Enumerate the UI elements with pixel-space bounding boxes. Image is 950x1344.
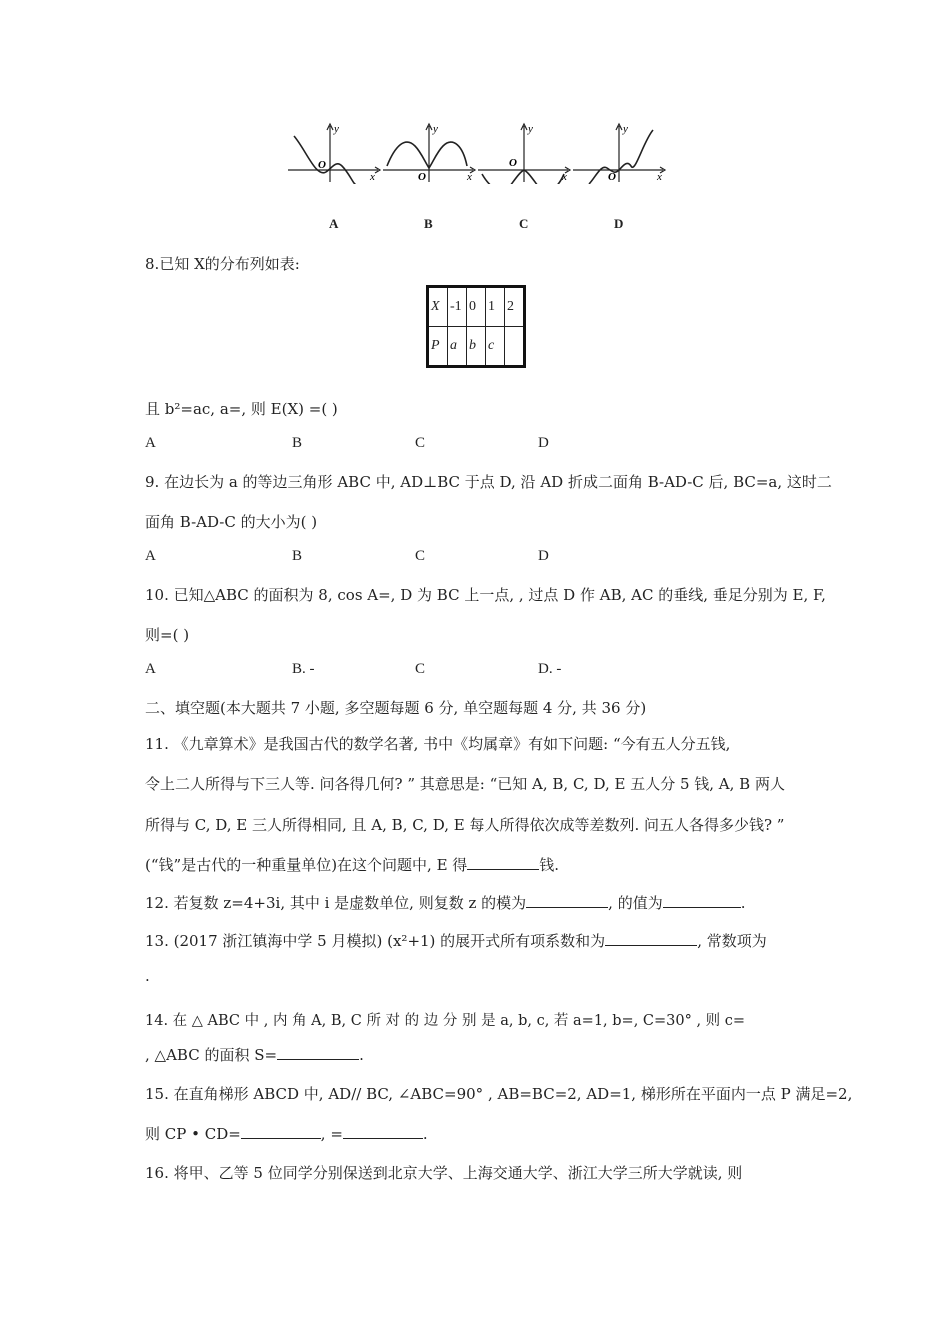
q14-line2 — [145, 1044, 364, 1065]
q10-option-d: D. - — [538, 661, 562, 677]
q13-line — [145, 930, 767, 951]
q11-line1: 11. 《九章算术》是我国古代的数学名著, 书中《均属章》有如下问题: “今有五人分五钱, — [145, 735, 731, 753]
y-axis-label: y — [623, 123, 628, 135]
q9-option-c: C — [415, 548, 426, 564]
origin-label: O — [318, 159, 326, 171]
origin-label: O — [608, 171, 616, 183]
table-cell: b — [467, 327, 486, 367]
graph-d — [571, 122, 667, 184]
q9-line2: 面角 B-AD-C 的大小为( ) — [145, 513, 318, 531]
q11-line3: 所得与 C, D, E 三人所得相同, 且 A, B, C, D, E 每人所得依次成等差数列. 问五人各得多少钱? ” — [145, 816, 785, 834]
q10-option-c: C — [415, 661, 426, 677]
table-cell: c — [486, 327, 505, 367]
q8-option-d: D — [538, 435, 549, 451]
q14-text-end: . — [359, 1046, 364, 1064]
x-axis-label: x — [562, 171, 567, 183]
graph-c — [476, 122, 572, 184]
q9-option-a: A — [145, 548, 156, 564]
q8-stem-text: 已知 X的分布列如表: — [159, 255, 300, 273]
q10-line1: 10. 已知△ABC 的面积为 8, cos A=, D 为 BC 上一点, , 过点 D 作 AB, AC 的垂线, 垂足分别为 E, F, — [145, 586, 826, 604]
q8-option-a: A — [145, 435, 156, 451]
origin-label: O — [509, 157, 517, 169]
q12-text-end: . — [740, 894, 746, 912]
q9-line1: 9. 在边长为 a 的等边三角形 ABC 中, AD⊥BC 于点 D, 沿 AD 折成二面角 B-AD-C 后, BC=a, 这时二 — [145, 473, 832, 491]
q13-text: 13. (2017 浙江镇海中学 5 月模拟) (x²+1) 的展开式所有项系数和为 — [145, 932, 606, 950]
y-axis-label: y — [528, 123, 533, 135]
q10-line2: 则=( ) — [145, 626, 190, 644]
q15-line1: 15. 在直角梯形 ABCD 中, AD// BC, ∠ABC=90° , AB=BC=2, AD=1, 梯形所在平面内一点 P 满足=2, — [145, 1085, 853, 1103]
q9-option-d: D — [538, 548, 549, 564]
graph-label-d: D — [614, 216, 624, 231]
x-axis-label: x — [657, 171, 662, 183]
q11-line2: 令上二人所得与下三人等. 问各得几何? ” 其意思是: “已知 A, B, C, D, E 五人分 5 钱, A, B 两人 — [145, 775, 785, 793]
q14-line1: 14. 在 △ ABC 中 , 内 角 A, B, C 所 对 的 边 分 别 是 a, b, c, 若 a=1, b=, C=30° , 则 c= — [145, 1013, 746, 1029]
x-axis-label: x — [467, 171, 472, 183]
q12-line — [145, 892, 746, 913]
graph-a — [286, 122, 382, 184]
q8-stem — [145, 253, 300, 274]
q15-line2 — [145, 1123, 428, 1144]
answer-blank[interactable] — [277, 1045, 359, 1060]
q9-option-b: B — [292, 548, 303, 564]
graph-label-c: C — [519, 216, 529, 231]
table-cell: -1 — [448, 287, 467, 327]
q8-option-c: C — [415, 435, 426, 451]
graph-b — [381, 122, 477, 184]
q10-option-a: A — [145, 661, 156, 677]
q13-end: . — [145, 967, 150, 985]
answer-blank[interactable] — [663, 893, 741, 908]
table-cell: 1 — [486, 287, 505, 327]
distribution-table — [426, 285, 526, 368]
q8-number: 8. — [145, 255, 160, 273]
q15-text-mid: , = — [320, 1125, 343, 1143]
x-axis-label: x — [370, 171, 375, 183]
q12-text-mid: , 的值为 — [608, 894, 663, 912]
q15-text-end: . — [422, 1125, 428, 1143]
graph-label-b: B — [424, 216, 433, 231]
section-heading: 二、填空题(本大题共 7 小题, 多空题每题 6 分, 单空题每题 4 分, 共 36 分) — [145, 699, 647, 717]
table-cell: 2 — [505, 287, 525, 327]
q11-line4 — [145, 854, 559, 875]
q16-line1: 16. 将甲、乙等 5 位同学分别保送到北京大学、上海交通大学、浙江大学三所大学就读, 则 — [145, 1164, 743, 1182]
table-cell: P — [428, 327, 448, 367]
q15-text: 则 CP • CD= — [145, 1125, 241, 1143]
q12-text: 12. 若复数 z=4+3i, 其中 i 是虚数单位, 则复数 z 的模为 — [145, 894, 527, 912]
q14-text: , △ABC 的面积 S= — [145, 1046, 278, 1064]
q11-text-end: 钱. — [539, 856, 560, 874]
q11-text: (“钱”是古代的一种重量单位)在这个问题中, E 得 — [145, 856, 468, 874]
q8-condition: 且 b²=ac, a=, 则 E(X) =( ) — [145, 400, 338, 418]
answer-blank[interactable] — [467, 855, 539, 870]
q8-option-b: B — [292, 435, 303, 451]
q10-option-b: B. - — [292, 661, 315, 677]
q13-text-mid: , 常数项为 — [697, 932, 767, 950]
answer-blank[interactable] — [343, 1124, 423, 1139]
table-row — [428, 287, 525, 327]
origin-label: O — [418, 171, 426, 183]
answer-blank[interactable] — [241, 1124, 321, 1139]
table-cell: a — [448, 327, 467, 367]
table-cell — [505, 327, 525, 367]
graph-label-a: A — [329, 216, 339, 231]
answer-blank[interactable] — [605, 931, 697, 946]
answer-blank[interactable] — [526, 893, 608, 908]
table-cell: X — [428, 287, 448, 327]
table-cell: 0 — [467, 287, 486, 327]
y-axis-label: y — [334, 123, 339, 135]
y-axis-label: y — [433, 123, 438, 135]
table-row — [428, 327, 525, 367]
